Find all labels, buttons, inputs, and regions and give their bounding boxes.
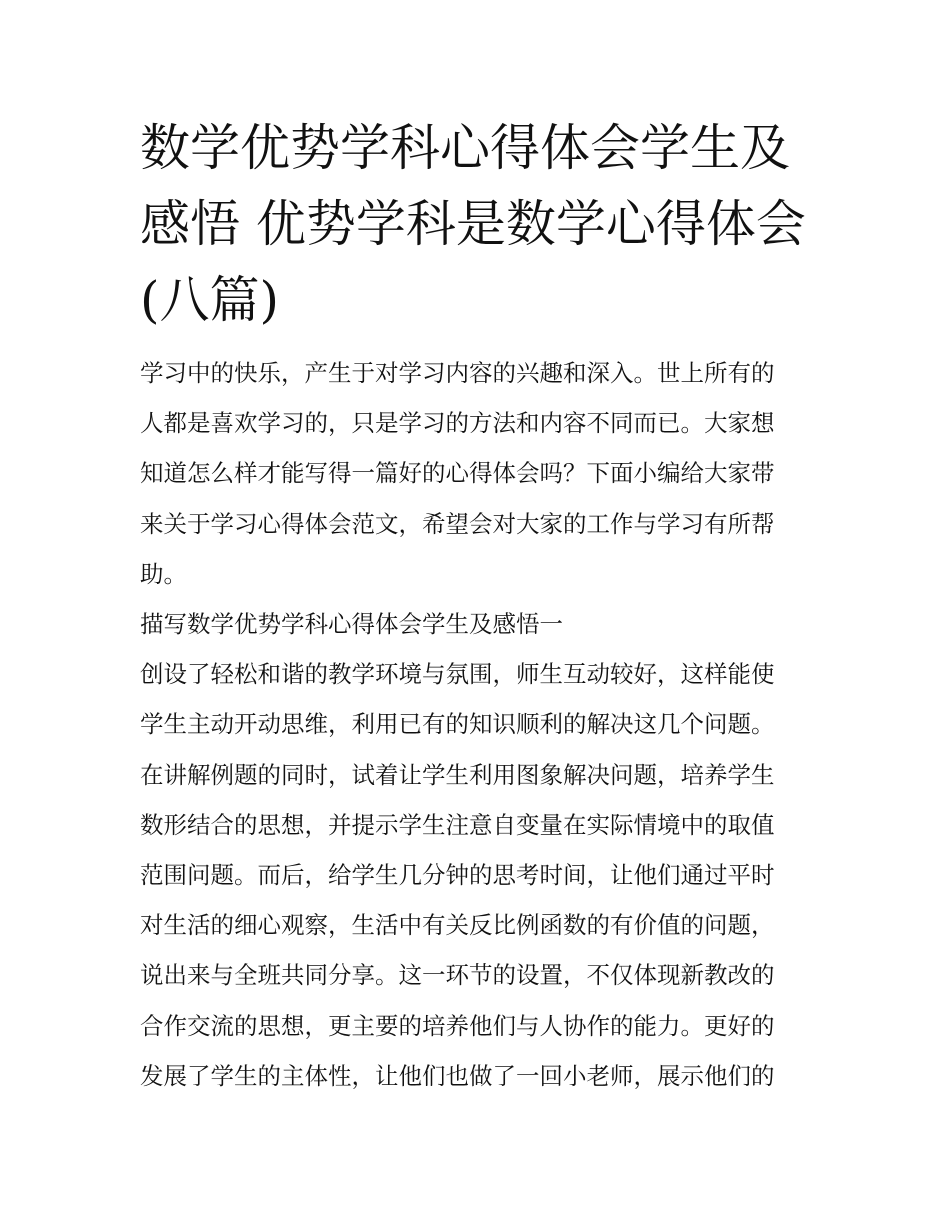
body-line: 创设了轻松和谐的教学环境与氛围，师生互动较好，这样能使 [140, 660, 775, 689]
body-line: 合作交流的思想，更主要的培养他们与人协作的能力。更好的 [140, 1011, 775, 1040]
section-paragraph [140, 649, 812, 1101]
section-heading: 描写数学优势学科心得体会学生及感悟一 [140, 610, 563, 639]
document-body [140, 348, 812, 1101]
intro-line: 知道怎么样才能写得一篇好的心得体会吗？下面小编给大家带 [140, 459, 775, 488]
title-line: (八篇) [140, 271, 280, 329]
body-line: 说出来与全班共同分享。这一环节的设置，不仅体现新教改的 [140, 961, 775, 990]
intro-line: 助。 [140, 559, 187, 588]
body-line: 范围问题。而后，给学生几分钟的思考时间，让他们通过平时 [140, 861, 775, 890]
body-line: 发展了学生的主体性，让他们也做了一回小老师，展示他们的 [140, 1061, 775, 1090]
body-line: 数形结合的思想，并提示学生注意自变量在实际情境中的取值 [140, 810, 775, 839]
intro-line: 学习中的快乐，产生于对学习内容的兴趣和深入。世上所有的 [140, 359, 775, 387]
document-title [140, 110, 812, 338]
title-line: 感悟 优势学科是数学心得体会 [140, 195, 806, 253]
body-line: 学生主动开动思维，利用已有的知识顺利的解决这几个问题。 [140, 710, 775, 739]
intro-paragraph [140, 348, 812, 599]
document-content [140, 110, 812, 1101]
body-line: 在讲解例题的同时，试着让学生利用图象解决问题，培养学生 [140, 760, 775, 789]
intro-line: 来关于学习心得体会范文，希望会对大家的工作与学习有所帮 [140, 509, 775, 538]
title-line: 数学优势学科心得体会学生及 [140, 119, 790, 177]
body-line: 对生活的细心观察，生活中有关反比例函数的有价值的问题， [140, 911, 775, 940]
intro-line: 人都是喜欢学习的，只是学习的方法和内容不同而已。大家想 [140, 409, 775, 438]
